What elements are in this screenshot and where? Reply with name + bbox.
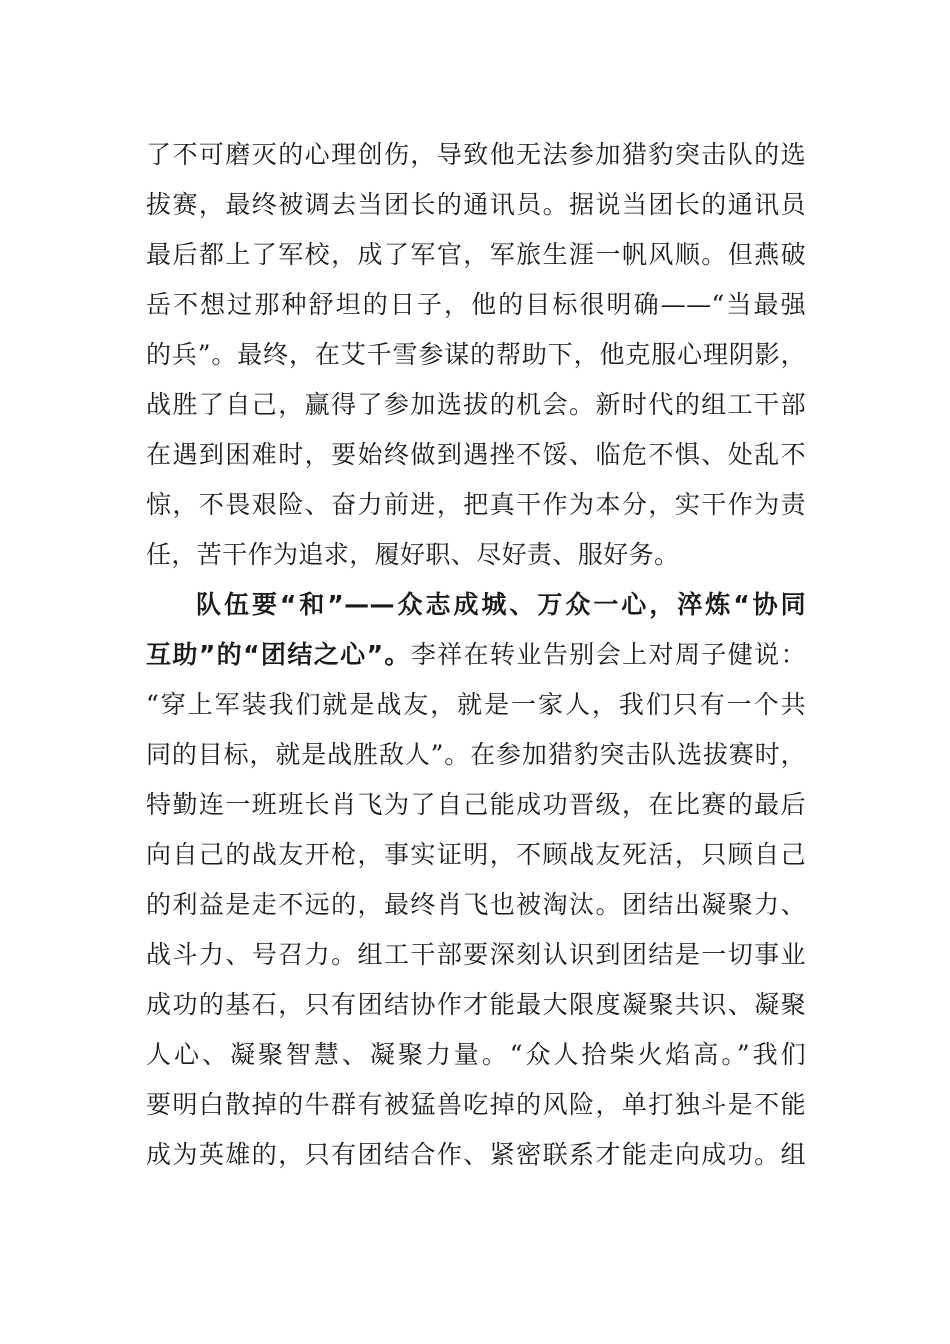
text-line: 的兵”。最终，在艾千雪参谋的帮助下，他克服心理阴影， [146, 340, 806, 369]
text-line: 要明白散掉的牛群有被猛兽吃掉的风险，单打独斗是不能 [146, 1090, 806, 1119]
document-body [146, 130, 806, 1180]
text-line: 的利益是走不远的，最终肖飞也被淘汰。团结出凝聚力、 [146, 890, 806, 919]
text-line: 特勤连一班班长肖飞为了自己能成功晋级，在比赛的最后 [146, 790, 806, 819]
text-line: 同的目标，就是战胜敌人”。在参加猎豹突击队选拔赛时， [146, 740, 806, 769]
paragraph-heading: 队伍要“和”——众志成城、万众一心，淬炼“协同 [196, 590, 806, 619]
text-line: 在遇到困难时，要始终做到遇挫不馁、临危不惧、处乱不 [146, 440, 806, 469]
text-line: 任，苦干作为追求，履好职、尽好责、服好务。 [146, 540, 680, 569]
text-line: 岳不想过那种舒坦的日子，他的目标很明确——“当最强 [146, 290, 806, 319]
text-line: 惊，不畏艰险、奋力前进，把真干作为本分，实干作为责 [146, 490, 806, 519]
text-line: “穿上军装我们就是战友，就是一家人，我们只有一个共 [146, 690, 806, 719]
text-line: 成为英雄的，只有团结合作、紧密联系才能走向成功。组 [146, 1140, 806, 1169]
paragraph-heading-end: 互助”的“团结之心”。 [146, 640, 411, 669]
text-segment: 李祥在转业告别会上对周子健说： [410, 640, 806, 669]
text-line: 战胜了自己，赢得了参加选拔的机会。新时代的组工干部 [146, 390, 806, 419]
paragraph-2 [146, 580, 806, 1180]
text-line [146, 630, 806, 680]
paragraph-1 [146, 130, 806, 580]
text-line: 成功的基石，只有团结协作才能最大限度凝聚共识、凝聚 [146, 990, 806, 1019]
paragraph-heading-line [146, 580, 806, 630]
text-line: 向自己的战友开枪，事实证明，不顾战友死活，只顾自己 [146, 840, 806, 869]
text-line: 了不可磨灭的心理创伤，导致他无法参加猎豹突击队的选 [146, 140, 806, 169]
text-line: 人心、凝聚智慧、凝聚力量。“众人拾柴火焰高。”我们 [146, 1040, 806, 1069]
text-line: 拔赛，最终被调去当团长的通讯员。据说当团长的通讯员 [146, 190, 806, 219]
text-line: 战斗力、号召力。组工干部要深刻认识到团结是一切事业 [146, 940, 806, 969]
text-line: 最后都上了军校，成了军官，军旅生涯一帆风顺。但燕破 [146, 240, 806, 269]
